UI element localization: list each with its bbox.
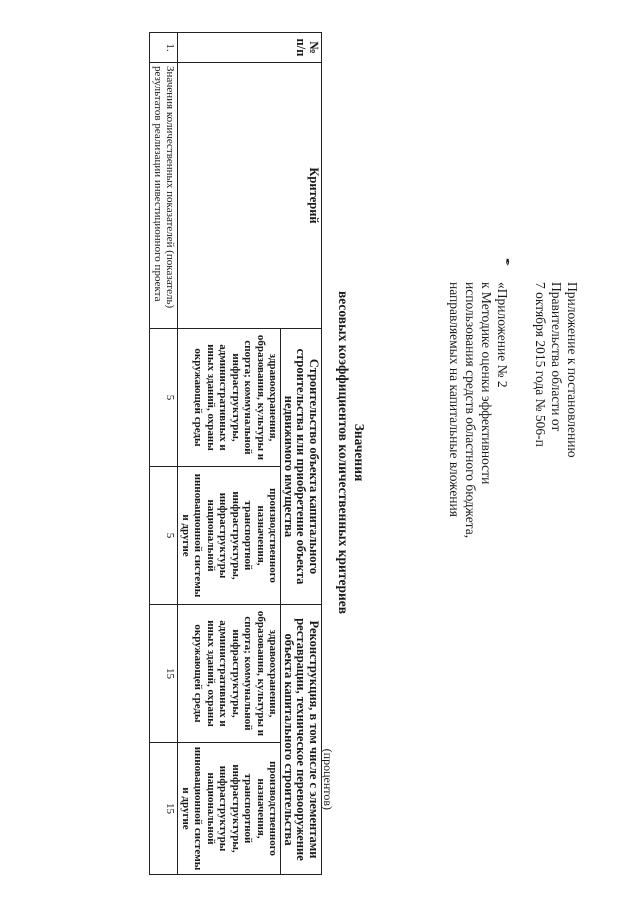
units-label: (процентов) <box>321 748 335 810</box>
cell-criterion: Значения количественных показателей (показатель) результатов реализации инвестиционного проекта <box>150 63 178 329</box>
pen-mark-icon: ✒ <box>501 258 512 267</box>
subheader-production: производственного назначения, транспортной инфраструктуры, инфраструктуры национальной инновационной системы и другие <box>178 467 281 605</box>
cell-value: 5 <box>150 467 178 605</box>
coefficients-table <box>150 32 323 875</box>
header-criterion: Критерий <box>178 63 322 329</box>
approval-line: Правительства области от <box>549 282 564 432</box>
appendix-line: использования средств областного бюджета, <box>463 282 478 539</box>
header-construction: Строительство объекта капитального строительства или приобретение объекта недвижимого имущества <box>281 329 322 605</box>
table-row <box>150 33 178 875</box>
appendix-note <box>446 282 510 622</box>
subheader-production: производственного назначения, транспортной инфраструктуры, инфраструктуры национальной инновационной системы и другие <box>178 743 281 875</box>
header-reconstruction: Реконструкция, в том числе с элементами реставрации, техническое перевооружение объекта капитального строительства <box>281 605 322 875</box>
cell-value: 5 <box>150 329 178 467</box>
appendix-line: «Приложение № 2 <box>495 282 510 388</box>
approval-note <box>532 282 580 622</box>
appendix-line: направляемых на капитальные вложения <box>447 282 462 517</box>
approval-line: Приложение к постановлению <box>565 282 580 458</box>
page-subtitle: весовых коэффициентов количественных критериев <box>336 290 351 615</box>
cell-value: 15 <box>150 743 178 875</box>
table-header-row <box>281 33 322 875</box>
header-number: № п/п <box>178 33 322 63</box>
approval-line: 7 октября 2015 года № 506-п <box>533 282 548 447</box>
cell-value: 15 <box>150 605 178 743</box>
subheader-social: здравоохранения, образования, культуры и спорта; коммунальной инфраструктуры, административных и иных зданий, охраны окружающей среды <box>178 605 281 743</box>
subheader-social: здравоохранения, образования, культуры и спорта; коммунальной инфраструктуры, административных и иных зданий, охраны окружающей среды <box>178 329 281 467</box>
appendix-line: к Методике оценки эффективности <box>479 282 494 485</box>
page-title: Значения <box>352 423 367 482</box>
cell-number: 1. <box>150 33 178 63</box>
